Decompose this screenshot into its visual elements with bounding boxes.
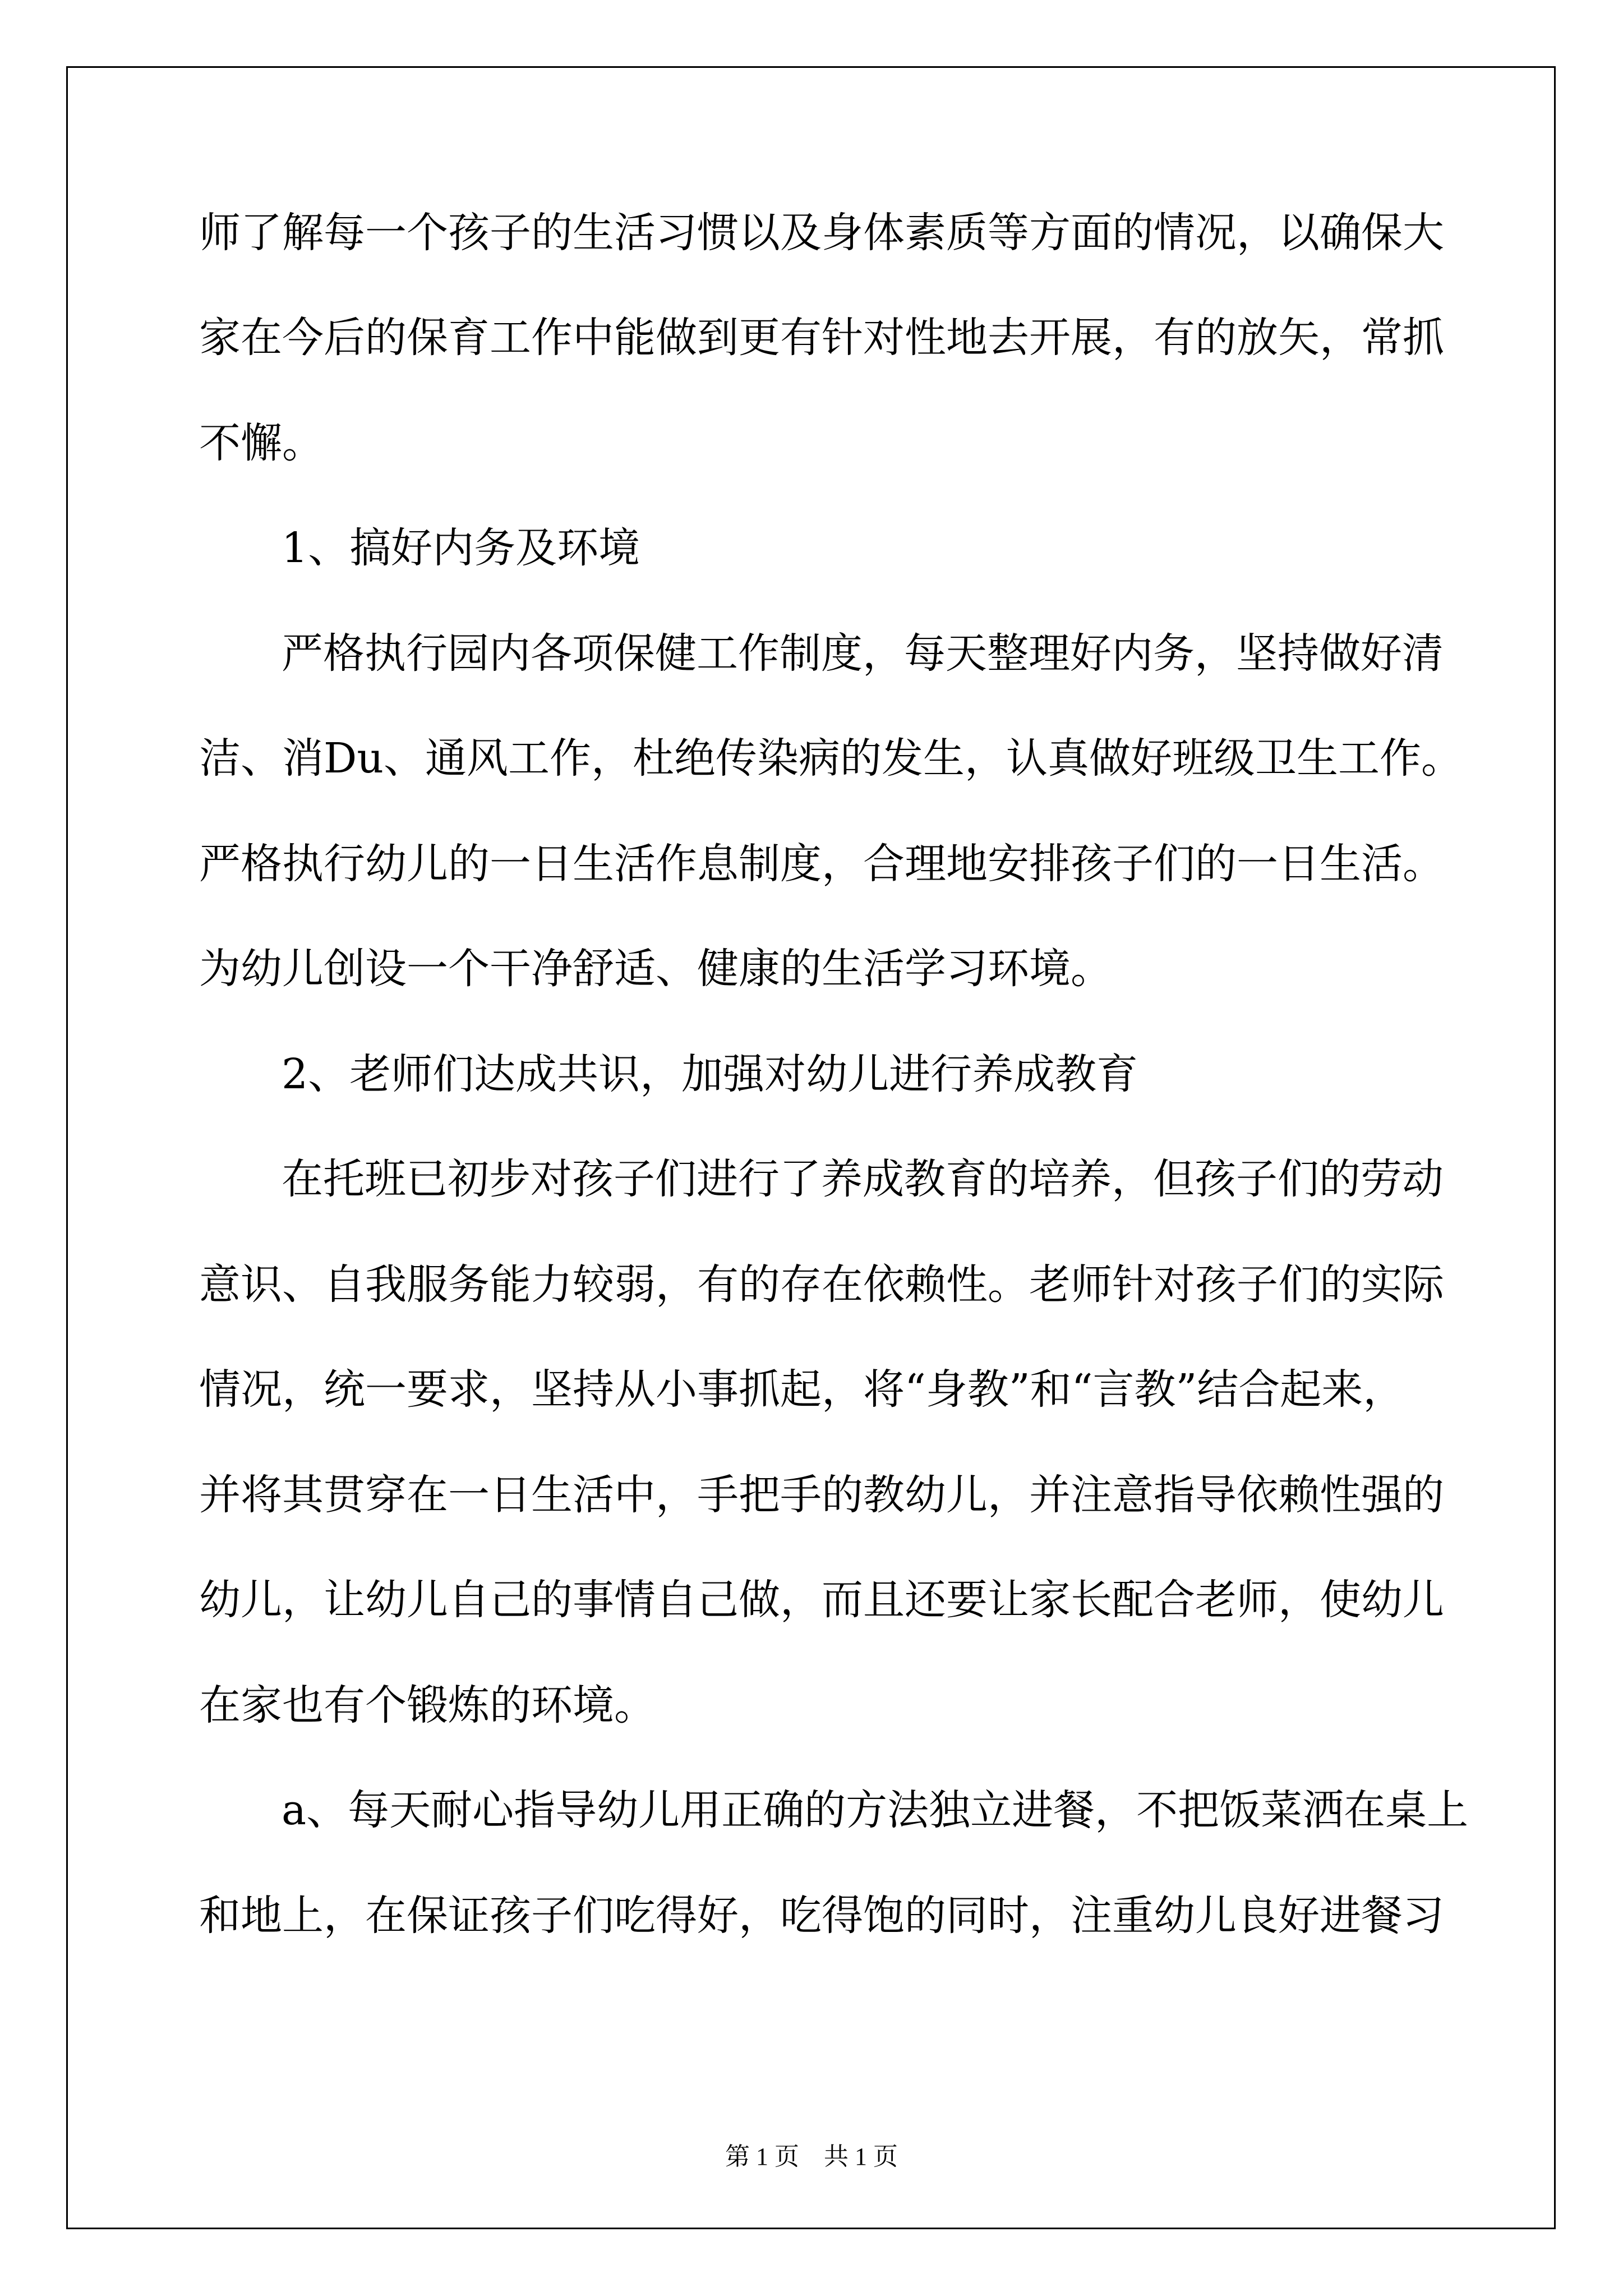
text-line: 情况，统一要求，坚持从小事抓起，将“身教”和“言教”结合起来， — [199, 1365, 1405, 1414]
section-heading-2: 2、老师们达成共识，加强对幼儿进行养成教育 — [282, 1050, 1138, 1098]
section-heading-1: 1、搞好内务及环境 — [282, 524, 640, 572]
text-line: 和地上，在保证孩子们吃得好，吃得饱的同时，注重幼儿良好进餐习 — [199, 1892, 1444, 1940]
text-line: 不懈。 — [199, 419, 324, 467]
text-line: 为幼儿创设一个干净舒适、健康的生活学习环境。 — [199, 945, 1112, 993]
text-line: 幼儿，让幼儿自己的事情自己做，而且还要让家长配合老师，使幼儿 — [199, 1576, 1444, 1624]
text-line: 意识、自我服务能力较弱，有的存在依赖性。老师针对孩子们的实际 — [199, 1260, 1444, 1309]
text-line: 在托班已初步对孩子们进行了养成教育的培养，但孩子们的劳动 — [282, 1155, 1444, 1203]
text-line: 严格执行幼儿的一日生活作息制度，合理地安排孩子们的一日生活。 — [199, 840, 1444, 888]
text-line: a、每天耐心指导幼儿用正确的方法独立进餐，不把饭菜洒在桌上 — [282, 1786, 1469, 1834]
text-line: 家在今后的保育工作中能做到更有针对性地去开展，有的放矢，常抓 — [199, 314, 1444, 362]
text-line: 师了解每一个孩子的生活习惯以及身体素质等方面的情况，以确保大 — [199, 209, 1444, 257]
text-line: 洁、消Du、通风工作，杜绝传染病的发生，认真做好班级卫生工作。 — [199, 734, 1463, 783]
text-line: 在家也有个锻炼的环境。 — [199, 1681, 656, 1729]
page-number-footer: 第 1 页 共 1 页 — [725, 2143, 898, 2170]
text-line: 严格执行园内各项保健工作制度，每天整理好内务，坚持做好清 — [282, 629, 1444, 678]
text-line: 并将其贯穿在一日生活中，手把手的教幼儿，并注意指导依赖性强的 — [199, 1471, 1444, 1519]
